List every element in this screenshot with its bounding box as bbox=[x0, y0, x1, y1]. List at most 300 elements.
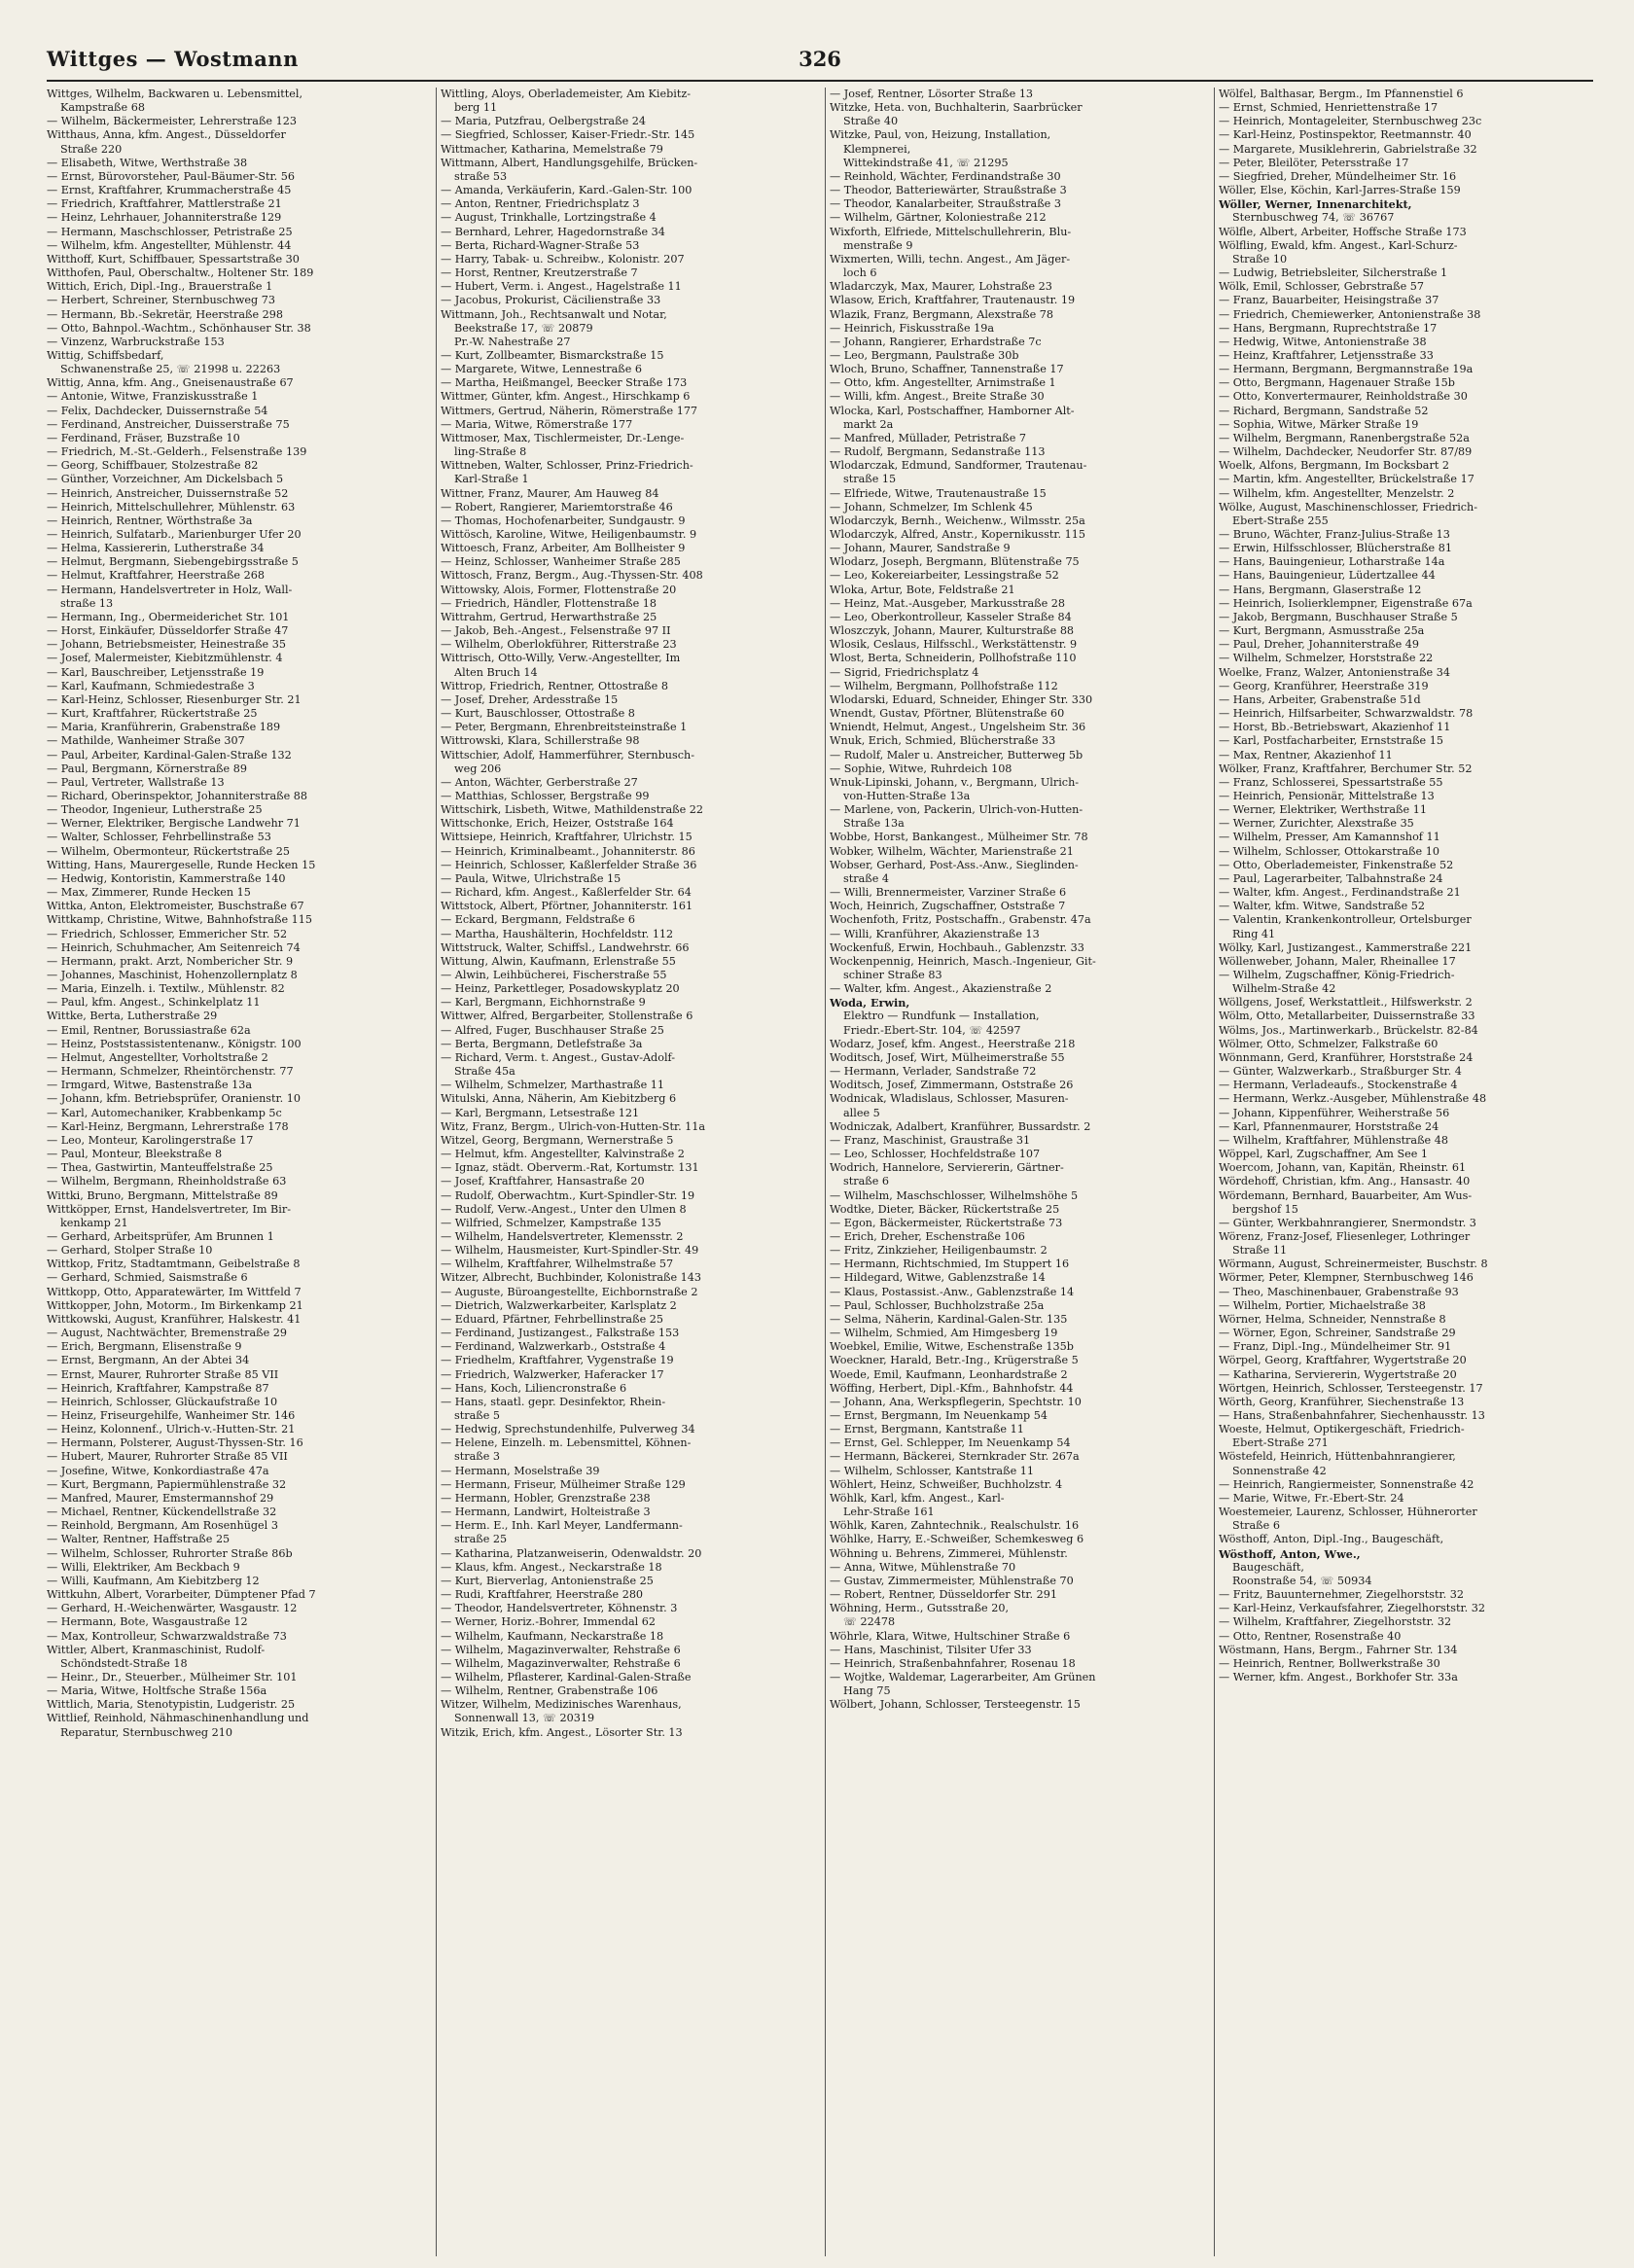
directory-entry: — Hermann, Schmelzer, Rheintörchenstr. 77 bbox=[47, 1065, 294, 1079]
directory-entry: Wittrop, Friedrich, Rentner, Ottostraße 8 bbox=[441, 679, 668, 692]
directory-entry: Wlocka, Karl, Postschaffner, Hamborner Alt- bbox=[830, 404, 1075, 417]
directory-entry: straße 5 bbox=[454, 1409, 501, 1422]
directory-entry: Wölm, Otto, Metallarbeiter, Duissernstraße 33 bbox=[1219, 1010, 1475, 1023]
directory-entry: Wörner, Helma, Schneider, Nennstraße 8 bbox=[1219, 1312, 1446, 1326]
directory-entry: Wöhlk, Karl, kfm. Angest., Karl- bbox=[830, 1491, 1005, 1505]
directory-entry: — Eckard, Bergmann, Feldstraße 6 bbox=[441, 913, 635, 927]
directory-entry: Wlazik, Franz, Bergmann, Alexstraße 78 bbox=[830, 307, 1053, 321]
directory-entry: — Helmut, kfm. Angestellter, Kalvinstraße 2 bbox=[441, 1148, 685, 1161]
directory-entry: — Ernst, Bergmann, An der Abtei 34 bbox=[47, 1354, 250, 1367]
directory-entry: — Willi, Elektriker, Am Beckbach 9 bbox=[47, 1560, 240, 1574]
directory-entry: — Paul, Schlosser, Buchholzstraße 25a bbox=[830, 1298, 1045, 1312]
directory-entry: — Amanda, Verkäuferin, Kard.-Galen-Str. 100 bbox=[441, 184, 693, 197]
directory-entry: — Hubert, Verm. i. Angest., Hagelstraße 11 bbox=[441, 280, 682, 294]
directory-entry: — Günter, Walzwerkarb., Straßburger Str. 4 bbox=[1219, 1065, 1462, 1079]
directory-entry: — Maria, Einzelh. i. Textilw., Mühlenstr. 82 bbox=[47, 982, 285, 996]
directory-entry: — Wilhelm, Bergmann, Ranenbergstraße 52a bbox=[1219, 431, 1470, 444]
directory-entry: — Hans, Maschinist, Tilsiter Ufer 33 bbox=[830, 1643, 1032, 1656]
directory-entry: Wöhlk, Karen, Zahntechnik., Realschulstr. 16 bbox=[830, 1519, 1080, 1533]
directory-entry: — Kurt, Bergmann, Asmusstraße 25a bbox=[1219, 624, 1425, 638]
directory-entry: — Otto, kfm. Angestellter, Arnimstraße 1 bbox=[830, 376, 1056, 390]
directory-entry: — Karl-Heinz, Verkaufsfahrer, Ziegelhorststr. 32 bbox=[1219, 1602, 1485, 1615]
directory-entry: — Wilhelm, Presser, Am Kamannshof 11 bbox=[1219, 831, 1440, 844]
directory-entry: — Franz, Dipl.-Ing., Mündelheimer Str. 91 bbox=[1219, 1340, 1452, 1354]
directory-entry: — Irmgard, Witwe, Bastenstraße 13a bbox=[47, 1079, 253, 1092]
directory-entry: — Hermann, Richtschmied, Im Stuppert 16 bbox=[830, 1258, 1070, 1271]
directory-entry: — Hedwig, Witwe, Antonienstraße 38 bbox=[1219, 335, 1427, 348]
directory-entry: Wittköpper, Ernst, Handelsvertreter, Im Bir- bbox=[47, 1202, 291, 1216]
directory-entry: — Heinz, Mat.-Ausgeber, Markusstraße 28 bbox=[830, 596, 1066, 610]
directory-entry: Wlodarczak, Edmund, Sandformer, Trautenau- bbox=[830, 459, 1087, 473]
directory-entry: — Helmut, Angestellter, Vorholtstraße 2 bbox=[47, 1050, 268, 1064]
directory-entry: Wochenfoth, Fritz, Postschaffn., Grabenstr. 47a bbox=[830, 913, 1091, 927]
directory-entry: — Gerhard, Schmied, Saismstraße 6 bbox=[47, 1271, 248, 1285]
directory-entry: allee 5 bbox=[843, 1106, 880, 1119]
directory-entry: Wodarz, Josef, kfm. Angest., Heerstraße 218 bbox=[830, 1037, 1076, 1050]
directory-entry: — Heinrich, Sulfatarb., Marienburger Ufer 20 bbox=[47, 528, 302, 541]
directory-entry: — Heinrich, Isolierklempner, Eigenstraße 67a bbox=[1219, 596, 1473, 610]
directory-entry: Witting, Hans, Maurergeselle, Runde Hecken 15 bbox=[47, 858, 316, 871]
directory-entry: — Helma, Kassiererin, Lutherstraße 34 bbox=[47, 542, 265, 555]
directory-entry: Wöstmann, Hans, Bergm., Fahrner Str. 134 bbox=[1219, 1643, 1458, 1656]
directory-entry: Wösthoff, Anton, Dipl.-Ing., Baugeschäft, bbox=[1219, 1533, 1444, 1546]
directory-entry: — Heinrich, Rangiermeister, Sonnenstraße 42 bbox=[1219, 1477, 1474, 1491]
directory-entry: — Heinz, Kolonnenf., Ulrich-v.-Hutten-Str. 21 bbox=[47, 1423, 296, 1436]
directory-entry: Wölbert, Johann, Schlosser, Tersteegenstr. 15 bbox=[830, 1698, 1081, 1712]
directory-entry: — Hermann, Handelsvertreter in Holz, Wall- bbox=[47, 583, 293, 596]
directory-entry: — Fritz, Zinkzieher, Heiligenbaumstr. 2 bbox=[830, 1244, 1048, 1258]
directory-entry: — Vinzenz, Warbruckstraße 153 bbox=[47, 335, 225, 348]
directory-entry: — Paul, Bergmann, Körnerstraße 89 bbox=[47, 762, 247, 775]
directory-entry: — Georg, Kranführer, Heerstraße 319 bbox=[1219, 679, 1429, 692]
directory-entry: — Paul, Vertreter, Wallstraße 13 bbox=[47, 775, 225, 789]
directory-entry: — Johann, Schmelzer, Im Schlenk 45 bbox=[830, 500, 1033, 514]
directory-entry: — Paul, kfm. Angest., Schinkelplatz 11 bbox=[47, 996, 261, 1010]
directory-entry: — Theodor, Kanalarbeiter, Straußstraße 3 bbox=[830, 197, 1061, 211]
directory-entry: — Siegfried, Dreher, Mündelheimer Str. 16 bbox=[1219, 169, 1457, 183]
directory-entry: — Ernst, Bergmann, Im Neuenkamp 54 bbox=[830, 1409, 1048, 1422]
directory-entry: Wittlich, Maria, Stenotypistin, Ludgeristr. 25 bbox=[47, 1698, 296, 1712]
directory-entry: — Jakob, Bergmann, Buschhauser Straße 5 bbox=[1219, 610, 1458, 623]
directory-entry: Wittösch, Karoline, Witwe, Heiligenbaumstr. 9 bbox=[441, 528, 697, 541]
directory-entry: Witz, Franz, Bergm., Ulrich-von-Hutten-Str. 11a bbox=[441, 1119, 706, 1133]
directory-entry: — Heinz, Friseurgehilfe, Wanheimer Str. 146 bbox=[47, 1409, 296, 1422]
directory-entry: Wöllenweber, Johann, Maler, Rheinallee 17 bbox=[1219, 954, 1456, 968]
directory-entry: Wittka, Anton, Elektromeister, Buschstraße 67 bbox=[47, 900, 304, 913]
directory-entry: — Heinrich, Mittelschullehrer, Mühlenstr. 63 bbox=[47, 500, 296, 514]
directory-entry: — Heinrich, Pensionär, Mittelstraße 13 bbox=[1219, 789, 1435, 802]
directory-entry: — Hermann, Polsterer, August-Thyssen-Str. 16 bbox=[47, 1436, 303, 1450]
directory-entry: — Ernst, Kraftfahrer, Krummacherstraße 45 bbox=[47, 184, 292, 197]
directory-entry: — Friedrich, Chemiewerker, Antonienstraße 38 bbox=[1219, 307, 1481, 321]
directory-entry: — Theodor, Handelsvertreter, Köhnenstr. 3 bbox=[441, 1602, 678, 1615]
directory-entry: Ebert-Straße 271 bbox=[1232, 1436, 1329, 1450]
directory-entry: — Katharina, Platzanweiserin, Odenwaldstr. 20 bbox=[441, 1546, 702, 1560]
directory-entry: Wittler, Albert, Kranmaschinist, Rudolf- bbox=[47, 1643, 266, 1656]
directory-entry: — Friedhelm, Kraftfahrer, Vygenstraße 19 bbox=[441, 1354, 674, 1367]
directory-entry: — Reinhold, Bergmann, Am Rosenhügel 3 bbox=[47, 1519, 278, 1533]
directory-entry: Wöstefeld, Heinrich, Hüttenbahnrangierer, bbox=[1219, 1450, 1456, 1464]
directory-entry: Wörpel, Georg, Kraftfahrer, Wygertstraße 20 bbox=[1219, 1354, 1467, 1367]
directory-entry: — Heinz, Poststassistentenanw., Königstr. 100 bbox=[47, 1037, 302, 1050]
directory-entry: — Leo, Oberkontrolleur, Kasseler Straße 84 bbox=[830, 610, 1072, 623]
directory-entry: Wlost, Berta, Schneiderin, Pollhofstraße 110 bbox=[830, 652, 1077, 665]
directory-entry: — Wilhelm, Schlosser, Kantstraße 11 bbox=[830, 1464, 1034, 1477]
directory-entry: — Wilhelm, Obermonteur, Rückertstraße 25 bbox=[47, 844, 291, 858]
directory-entry: — Hermann, Verladeaufs., Stockenstraße 4 bbox=[1219, 1079, 1458, 1092]
directory-entry: Wölfel, Balthasar, Bergm., Im Pfannenstiel 6 bbox=[1219, 88, 1464, 100]
directory-entry: — Karl, Bergmann, Eichhornstraße 9 bbox=[441, 996, 646, 1010]
directory-entry: Wörmann, August, Schreinermeister, Buschstr. 8 bbox=[1219, 1258, 1488, 1271]
directory-entry: Wöhrle, Klara, Witwe, Hultschiner Straße 6 bbox=[830, 1629, 1071, 1643]
directory-entry: Friedr.-Ebert-Str. 104, ☏ 42597 bbox=[843, 1023, 1021, 1037]
directory-entry: Woestemeier, Laurenz, Schlosser, Hühnerorter bbox=[1219, 1506, 1477, 1519]
directory-entry: Witulski, Anna, Näherin, Am Kiebitzberg 6 bbox=[441, 1092, 677, 1106]
directory-entry: — Fritz, Bauunternehmer, Ziegelhorststr. 32 bbox=[1219, 1588, 1464, 1602]
directory-entry: — Richard, Verm. t. Angest., Gustav-Adolf- bbox=[441, 1050, 676, 1064]
directory-entry: — Margarete, Witwe, Lennestraße 6 bbox=[441, 363, 643, 376]
directory-entry: — Johann, Betriebsmeister, Heinestraße 35 bbox=[47, 638, 286, 652]
directory-entry: Straße 45a bbox=[454, 1065, 515, 1079]
directory-entry: — Heinrich, Rentner, Bollwerkstraße 30 bbox=[1219, 1656, 1440, 1670]
directory-entry: Wöhning, Herm., Gutsstraße 20, bbox=[830, 1602, 1010, 1615]
directory-entry: — Heinrich, Montageleiter, Sternbuschweg 23c bbox=[1219, 115, 1482, 128]
directory-entry: — Siegfried, Schlosser, Kaiser-Friedr.-Str. 145 bbox=[441, 128, 695, 142]
directory-entry: Wölfle, Albert, Arbeiter, Hoffsche Straße 173 bbox=[1219, 225, 1467, 238]
directory-entry: — Peter, Bleilöter, Petersstraße 17 bbox=[1219, 156, 1409, 169]
directory-entry: — Kurt, Kraftfahrer, Rückertstraße 25 bbox=[47, 707, 258, 721]
directory-entry: — Johann, Ana, Werkspflegerin, Spechtstr. 10 bbox=[830, 1395, 1082, 1408]
directory-entry: — Josef, Dreher, Ardesstraße 15 bbox=[441, 692, 619, 706]
directory-entry: Sonnenstraße 42 bbox=[1232, 1464, 1327, 1477]
directory-entry: Wörenz, Franz-Josef, Fliesenleger, Lothringer bbox=[1219, 1229, 1471, 1243]
directory-entry: — Ernst, Maurer, Ruhrorter Straße 85 VII bbox=[47, 1367, 279, 1381]
directory-entry: Straße 10 bbox=[1232, 252, 1288, 266]
directory-entry: — Wilhelm, Bergmann, Rheinholdstraße 63 bbox=[47, 1175, 287, 1188]
directory-entry: — Johann, Rangierer, Erhardstraße 7c bbox=[830, 335, 1042, 348]
directory-entry: Wölms, Jos., Martinwerkarb., Brückelstr. 82-84 bbox=[1219, 1023, 1478, 1037]
directory-entry: menstraße 9 bbox=[843, 238, 913, 252]
directory-entry: Wittkowski, August, Kranführer, Halskestr. 41 bbox=[47, 1312, 302, 1326]
directory-entry: — Otto, Oberlademeister, Finkenstraße 52 bbox=[1219, 858, 1454, 871]
directory-entry: — Horst, Einkäufer, Düsseldorfer Straße 47 bbox=[47, 624, 289, 638]
directory-entry: — Willi, Kaufmann, Am Kiebitzberg 12 bbox=[47, 1574, 260, 1587]
directory-entry: — Hermann, Bäckerei, Sternkrader Str. 267a bbox=[830, 1450, 1080, 1464]
directory-entry: Woebkel, Emilie, Witwe, Eschenstraße 135b bbox=[830, 1340, 1074, 1354]
directory-entry: Hang 75 bbox=[843, 1684, 891, 1698]
directory-entry: Schöndstedt-Straße 18 bbox=[60, 1656, 188, 1670]
directory-entry: — Maria, Kranführerin, Grabenstraße 189 bbox=[47, 721, 281, 734]
directory-entry: — Hermann, Friseur, Mülheimer Straße 129 bbox=[441, 1477, 686, 1491]
directory-entry: Wörtgen, Heinrich, Schlosser, Tersteegenstr. 17 bbox=[1219, 1381, 1483, 1395]
directory-entry: Wittmers, Gertrud, Näherin, Römerstraße 177 bbox=[441, 404, 698, 417]
page-header bbox=[47, 41, 1593, 82]
directory-entry: Wittkopp, Otto, Apparatewärter, Im Wittfeld 7 bbox=[47, 1285, 302, 1298]
directory-entry: — Hermann, Landwirt, Holteistraße 3 bbox=[441, 1506, 651, 1519]
directory-entry: — Friedrich, M.-St.-Gelderh., Felsenstraße 139 bbox=[47, 445, 307, 459]
directory-entry: — Wilhelm, Zugschaffner, König-Friedrich- bbox=[1219, 969, 1455, 981]
directory-entry: Wodniczak, Adalbert, Kranführer, Bussardstr. 2 bbox=[830, 1119, 1091, 1133]
directory-entry: Wloch, Bruno, Schaffner, Tannenstraße 17 bbox=[830, 363, 1064, 376]
directory-entry: — Gerhard, Arbeitsprüfer, Am Brunnen 1 bbox=[47, 1229, 274, 1243]
directory-entry: Wöller, Else, Köchin, Karl-Jarres-Straße 159 bbox=[1219, 184, 1461, 197]
column-4 bbox=[1214, 88, 1595, 2256]
directory-entry: — Heinrich, Hilfsarbeiter, Schwarzwaldstr. 78 bbox=[1219, 707, 1474, 721]
directory-entry: Wodtke, Dieter, Bäcker, Rückertstraße 25 bbox=[830, 1202, 1060, 1216]
directory-entry: Straße 6 bbox=[1232, 1519, 1280, 1533]
directory-entry: markt 2a bbox=[843, 417, 894, 431]
directory-entry: Wittrowski, Klara, Schillerstraße 98 bbox=[441, 734, 640, 748]
directory-entry: — Felix, Dachdecker, Duissernstraße 54 bbox=[47, 404, 268, 417]
directory-entry: Witzik, Erich, kfm. Angest., Lösorter Str. 13 bbox=[441, 1725, 683, 1739]
directory-entry: — Wilfried, Schmelzer, Kampstraße 135 bbox=[441, 1216, 661, 1229]
directory-entry: — Katharina, Serviererin, Wygertstraße 20 bbox=[1219, 1367, 1457, 1381]
directory-entry: Wixmerten, Willi, techn. Angest., Am Jäger- bbox=[830, 252, 1071, 266]
directory-entry: Wöller, Werner, Innenarchitekt, bbox=[1219, 197, 1412, 212]
directory-entry: — Paula, Witwe, Ulrichstraße 15 bbox=[441, 871, 622, 885]
directory-entry: — Kurt, Bauschlosser, Ottostraße 8 bbox=[441, 707, 635, 721]
directory-entry: — Peter, Bergmann, Ehrenbreitsteinstraße 1 bbox=[441, 721, 688, 734]
directory-entry: — Hermann, Hobler, Grenzstraße 238 bbox=[441, 1491, 651, 1505]
directory-entry: — Paul, Arbeiter, Kardinal-Galen-Straße 132 bbox=[47, 748, 292, 762]
directory-entry: — Heinrich, Kriminalbeamt., Johanniterstr. 86 bbox=[441, 844, 695, 858]
directory-entry: — Marlene, von, Packerin, Ulrich-von-Hutten- bbox=[830, 803, 1083, 817]
directory-entry: — Klaus, Postassist.-Anw., Gablenzstraße 14 bbox=[830, 1285, 1075, 1298]
directory-entry: — Wilhelm, Oberlokführer, Ritterstraße 23 bbox=[441, 638, 677, 652]
directory-entry: — Karl, Kaufmann, Schmiedestraße 3 bbox=[47, 679, 255, 692]
directory-entry: — Hedwig, Kontoristin, Kammerstraße 140 bbox=[47, 871, 286, 885]
directory-entry: — Heinz, Kraftfahrer, Letjensstraße 33 bbox=[1219, 348, 1434, 362]
directory-entry: — Max, Kontrolleur, Schwarzwaldstraße 73 bbox=[47, 1629, 287, 1643]
directory-entry: schiner Straße 83 bbox=[843, 969, 942, 981]
directory-entry: — Wilhelm, kfm. Angestellter, Mühlenstr. 44 bbox=[47, 238, 292, 252]
directory-entry: — Hermann, Verlader, Sandstraße 72 bbox=[830, 1065, 1037, 1079]
directory-entry: — Hermann, Moselstraße 39 bbox=[441, 1464, 600, 1477]
directory-entry: Wittstruck, Walter, Schiffsl., Landwehrstr. 66 bbox=[441, 940, 690, 954]
directory-entry: — Martin, kfm. Angestellter, Brückelstraße 17 bbox=[1219, 473, 1474, 486]
directory-entry: — Wilhelm, Kraftfahrer, Mühlenstraße 48 bbox=[1219, 1133, 1448, 1147]
directory-entry: straße 6 bbox=[843, 1175, 890, 1188]
directory-entry: straße 25 bbox=[454, 1533, 508, 1546]
directory-entry: — Manfred, Maurer, Emstermannshof 29 bbox=[47, 1491, 274, 1505]
directory-entry: Ebert-Straße 255 bbox=[1232, 514, 1329, 527]
directory-entry: — Hermann, Bb.-Sekretär, Heerstraße 298 bbox=[47, 307, 284, 321]
directory-entry: — Hans, staatl. gepr. Desinfektor, Rhein- bbox=[441, 1395, 666, 1408]
directory-entry: — August, Nachtwächter, Bremenstraße 29 bbox=[47, 1327, 287, 1340]
directory-entry: — Bruno, Wächter, Franz-Julius-Straße 13 bbox=[1219, 528, 1450, 541]
directory-entry: Pr.-W. Nahestraße 27 bbox=[454, 335, 571, 348]
directory-entry: — Karl, Pfannenmaurer, Horststraße 24 bbox=[1219, 1119, 1439, 1133]
directory-entry: Wöhlke, Harry, E.-Schweißer, Schemkesweg 6 bbox=[830, 1533, 1084, 1546]
directory-entry: — Wilhelm, Bäckermeister, Lehrerstraße 123 bbox=[47, 115, 297, 128]
directory-entry: Wlodarczyk, Bernh., Weichenw., Wilmsstr. 25a bbox=[830, 514, 1085, 527]
directory-entry: — Wilhelm, Maschschlosser, Wilhelmshöhe 5 bbox=[830, 1188, 1079, 1202]
directory-entry: Straße 220 bbox=[60, 142, 123, 156]
directory-entry: — Theodor, Ingenieur, Lutherstraße 25 bbox=[47, 803, 263, 817]
directory-entry: Wönnmann, Gerd, Kranführer, Horststraße 24 bbox=[1219, 1050, 1474, 1064]
directory-entry: — Friedrich, Händler, Flottenstraße 18 bbox=[441, 596, 657, 610]
directory-entry: Schwanenstraße 25, ☏ 21998 u. 22263 bbox=[60, 363, 281, 376]
directory-entry: Wittsiepe, Heinrich, Kraftfahrer, Ulrichstr. 15 bbox=[441, 831, 693, 844]
directory-entry: Baugeschäft, bbox=[1232, 1560, 1304, 1574]
directory-entry: — Martha, Haushälterin, Hochfeldstr. 112 bbox=[441, 927, 674, 940]
directory-entry: — Hermann, Bote, Wasgaustraße 12 bbox=[47, 1615, 248, 1629]
directory-entry: — Heinrich, Fiskusstraße 19a bbox=[830, 321, 995, 335]
directory-entry: Wittosch, Franz, Bergm., Aug.-Thyssen-Str. 408 bbox=[441, 569, 703, 583]
directory-entry: Wilhelm-Straße 42 bbox=[1232, 982, 1336, 996]
directory-entry: Wladarczyk, Max, Maurer, Lohstraße 23 bbox=[830, 280, 1052, 294]
directory-entry: Wodrich, Hannelore, Serviererin, Gärtner- bbox=[830, 1161, 1064, 1175]
directory-entry: ling-Straße 8 bbox=[454, 445, 527, 459]
directory-entry: Wölmer, Otto, Schmelzer, Falkstraße 60 bbox=[1219, 1037, 1439, 1050]
directory-entry: Elektro — Rundfunk — Installation, bbox=[843, 1010, 1040, 1023]
directory-entry: — Otto, Rentner, Rosenstraße 40 bbox=[1219, 1629, 1402, 1643]
directory-entry: — Gustav, Zimmermeister, Mühlenstraße 70 bbox=[830, 1574, 1074, 1587]
directory-entry: Wittowsky, Alois, Former, Flottenstraße 20 bbox=[441, 583, 677, 596]
directory-entry: — Hubert, Maurer, Ruhrorter Straße 85 VII bbox=[47, 1450, 288, 1464]
directory-entry: weg 206 bbox=[454, 762, 502, 775]
directory-entry: Woeckner, Harald, Betr.-Ing., Krügerstraße 5 bbox=[830, 1354, 1079, 1367]
directory-entry: — Rudi, Kraftfahrer, Heerstraße 280 bbox=[441, 1588, 644, 1602]
directory-entry: — Kurt, Bierverlag, Antonienstraße 25 bbox=[441, 1574, 654, 1587]
directory-entry: — Günther, Vorzeichner, Am Dickelsbach 5 bbox=[47, 473, 284, 486]
directory-entry: — Johann, Maurer, Sandstraße 9 bbox=[830, 542, 1011, 555]
directory-entry: Wittig, Schiffsbedarf, bbox=[47, 348, 164, 362]
directory-entry: Wörth, Georg, Kranführer, Siechenstraße 13 bbox=[1219, 1395, 1465, 1408]
directory-entry: Wodnicak, Wladislaus, Schlosser, Masuren- bbox=[830, 1092, 1069, 1106]
directory-entry: Wlosik, Ceslaus, Hilfsschl., Werkstättenstr. 9 bbox=[830, 638, 1078, 652]
directory-entry: — Marie, Witwe, Fr.-Ebert-Str. 24 bbox=[1219, 1491, 1404, 1505]
directory-entry: — Wilhelm, Schmied, Am Himgesberg 19 bbox=[830, 1327, 1058, 1340]
directory-entry: — Erwin, Hilfsschlosser, Blücherstraße 81 bbox=[1219, 542, 1452, 555]
directory-entry: Ring 41 bbox=[1232, 927, 1276, 940]
directory-entry: — Gerhard, H.-Weichenwärter, Wasgaustr. 12 bbox=[47, 1602, 298, 1615]
directory-entry: — August, Trinkhalle, Lortzingstraße 4 bbox=[441, 211, 657, 225]
directory-entry: — Selma, Näherin, Kardinal-Galen-Str. 135 bbox=[830, 1312, 1068, 1326]
directory-entry: Lehr-Straße 161 bbox=[843, 1506, 935, 1519]
directory-entry: Wittwer, Alfred, Bergarbeiter, Stollenstraße 6 bbox=[441, 1010, 693, 1023]
directory-entry: Klempnerei, bbox=[843, 142, 911, 156]
directory-entry: — Hans, Bauingenieur, Lotharstraße 14a bbox=[1219, 555, 1445, 569]
directory-entry: Sternbuschweg 74, ☏ 36767 bbox=[1232, 211, 1395, 225]
directory-entry: Woditsch, Josef, Zimmermann, Oststraße 26 bbox=[830, 1079, 1074, 1092]
directory-entry: — Werner, kfm. Angest., Borkhofer Str. 33a bbox=[1219, 1670, 1458, 1683]
directory-entry: Woeste, Helmut, Optikergeschäft, Friedrich- bbox=[1219, 1423, 1465, 1436]
directory-entry: — Gerhard, Stolper Straße 10 bbox=[47, 1244, 213, 1258]
directory-entry: Wittmoser, Max, Tischlermeister, Dr.-Lenge- bbox=[441, 431, 685, 444]
directory-entry: Wittich, Erich, Dipl.-Ing., Brauerstraße 1 bbox=[47, 280, 273, 294]
directory-entry: — Josef, Rentner, Lösorter Straße 13 bbox=[830, 88, 1034, 100]
directory-entry: — Johann, Kippenführer, Weiherstraße 56 bbox=[1219, 1106, 1450, 1119]
directory-entry: Woercom, Johann, van, Kapitän, Rheinstr. 61 bbox=[1219, 1161, 1467, 1175]
directory-entry: Karl-Straße 1 bbox=[454, 473, 529, 486]
directory-entry: Wobker, Wilhelm, Wächter, Marienstraße 21 bbox=[830, 844, 1074, 858]
directory-entry: — Wilhelm, Bergmann, Pollhofstraße 112 bbox=[830, 679, 1058, 692]
directory-entry: — Hans, Straßenbahnfahrer, Siechenhausstr. 13 bbox=[1219, 1409, 1485, 1422]
directory-entry: — Theodor, Batteriewärter, Straußstraße 3 bbox=[830, 184, 1067, 197]
directory-entry: — Wojtke, Waldemar, Lagerarbeiter, Am Grünen bbox=[830, 1670, 1096, 1683]
directory-entry: Wittschirk, Lisbeth, Witwe, Mathildenstraße 22 bbox=[441, 803, 704, 817]
directory-entry: — Wilhelm, Pflasterer, Kardinal-Galen-Straße bbox=[441, 1670, 692, 1683]
directory-entry: — Heinz, Schlosser, Wanheimer Straße 285 bbox=[441, 555, 681, 569]
directory-entry: — Helmut, Bergmann, Siebengebirgsstraße 5 bbox=[47, 555, 299, 569]
directory-entry: — Auguste, Büroangestellte, Eichbornstraße 2 bbox=[441, 1285, 698, 1298]
directory-entry: — Franz, Maschinist, Graustraße 31 bbox=[830, 1133, 1031, 1147]
directory-entry: — Karl, Postfacharbeiter, Ernststraße 15 bbox=[1219, 734, 1443, 748]
directory-entry: straße 13 bbox=[60, 596, 114, 610]
directory-entry: Wittoesch, Franz, Arbeiter, Am Bollheister 9 bbox=[441, 542, 686, 555]
directory-entry: Wixforth, Elfriede, Mittelschullehrerin, Blu- bbox=[830, 225, 1072, 238]
directory-entry: — Helmut, Kraftfahrer, Heerstraße 268 bbox=[47, 569, 265, 583]
directory-entry: — Maria, Putzfrau, Oelbergstraße 24 bbox=[441, 115, 646, 128]
directory-entry: — Hans, Arbeiter, Grabenstraße 51d bbox=[1219, 692, 1421, 706]
directory-entry: — Martha, Heißmangel, Beecker Straße 173 bbox=[441, 376, 688, 390]
directory-entry: — Klaus, kfm. Angest., Neckarstraße 18 bbox=[441, 1560, 662, 1574]
directory-entry: — Rudolf, Bergmann, Sedanstraße 113 bbox=[830, 445, 1046, 459]
directory-entry: — Walter, Schlosser, Fehrbellinstraße 53 bbox=[47, 831, 271, 844]
directory-entry: — Heinrich, Schuhmacher, Am Seitenreich 74 bbox=[47, 940, 301, 954]
directory-entry: — Hedwig, Sprechstundenhilfe, Pulverweg 34 bbox=[441, 1423, 695, 1436]
directory-entry: — Wilhelm, kfm. Angestellter, Menzelstr. 2 bbox=[1219, 486, 1455, 500]
directory-entry: — Paul, Lagerarbeiter, Talbahnstraße 24 bbox=[1219, 871, 1443, 885]
directory-entry: — Robert, Rangierer, Mariemtorstraße 46 bbox=[441, 500, 673, 514]
directory-entry: Wöppel, Karl, Zugschaffner, Am See 1 bbox=[1219, 1148, 1429, 1161]
directory-entry: Alten Bruch 14 bbox=[454, 665, 538, 679]
directory-entry: — Karl-Heinz, Bergmann, Lehrerstraße 178 bbox=[47, 1119, 289, 1133]
directory-entry: — Hans, Bergmann, Glaserstraße 12 bbox=[1219, 583, 1422, 596]
directory-entry: Witzke, Heta. von, Buchhalterin, Saarbrücker bbox=[830, 101, 1083, 115]
directory-entry: — Heinrich, Rentner, Wörthstraße 3a bbox=[47, 514, 253, 527]
directory-entry: Wölke, August, Maschinenschlosser, Friedrich- bbox=[1219, 500, 1478, 514]
directory-entry: — Anton, Rentner, Friedrichsplatz 3 bbox=[441, 197, 640, 211]
directory-entry: — Anton, Wächter, Gerberstraße 27 bbox=[441, 775, 638, 789]
directory-entry: — Josefine, Witwe, Konkordiastraße 47a bbox=[47, 1464, 269, 1477]
directory-entry: — Theo, Maschinenbauer, Grabenstraße 93 bbox=[1219, 1285, 1459, 1298]
directory-entry: Wittrahm, Gertrud, Herwarthstraße 25 bbox=[441, 610, 657, 623]
directory-entry: Wittkopper, John, Motorm., Im Birkenkamp 21 bbox=[47, 1298, 303, 1312]
column-2 bbox=[436, 88, 817, 2256]
directory-entry: Wölfling, Ewald, kfm. Angest., Karl-Schurz- bbox=[1219, 238, 1458, 252]
directory-entry: Wöhning u. Behrens, Zimmerei, Mühlenstr. bbox=[830, 1546, 1068, 1560]
directory-entry: Wölker, Franz, Kraftfahrer, Berchumer Str. 52 bbox=[1219, 762, 1473, 775]
directory-entry: — Herm. E., Inh. Karl Meyer, Landfermann- bbox=[441, 1519, 683, 1533]
directory-entry: — Hans, Bergmann, Ruprechtstraße 17 bbox=[1219, 321, 1438, 335]
directory-entry: — Hildegard, Witwe, Gablenzstraße 14 bbox=[830, 1271, 1046, 1285]
page-number: 326 bbox=[799, 47, 841, 71]
directory-entry: — Ernst, Schmied, Henriettenstraße 17 bbox=[1219, 101, 1439, 115]
directory-entry: von-Hutten-Straße 13a bbox=[843, 789, 971, 802]
directory-entry: Witzer, Albrecht, Buchbinder, Kolonistraße 143 bbox=[441, 1271, 701, 1285]
directory-entry: — Thea, Gastwirtin, Manteuffelstraße 25 bbox=[47, 1161, 273, 1175]
directory-entry: — Max, Rentner, Akazienhof 11 bbox=[1219, 748, 1393, 762]
directory-entry: — Richard, kfm. Angest., Kaßlerfelder Str. 64 bbox=[441, 886, 692, 900]
directory-entry: — Karl, Bauschreiber, Letjensstraße 19 bbox=[47, 665, 265, 679]
directory-entry: Wittmacher, Katharina, Memelstraße 79 bbox=[441, 142, 663, 156]
directory-entry: Wöllgens, Josef, Werkstattleit., Hilfswerkstr. 2 bbox=[1219, 996, 1473, 1010]
directory-entry: — Eduard, Pfärtner, Fehrbellinstraße 25 bbox=[441, 1312, 663, 1326]
directory-entry: Wlasow, Erich, Kraftfahrer, Trautenaustr. 19 bbox=[830, 294, 1076, 307]
directory-entry: Roonstraße 54, ☏ 50934 bbox=[1232, 1574, 1372, 1587]
directory-entry: Wittmann, Joh., Rechtsanwalt und Notar, bbox=[441, 307, 667, 321]
directory-entry: — Paul, Dreher, Johanniterstraße 49 bbox=[1219, 638, 1420, 652]
directory-entry: Wittschier, Adolf, Hammerführer, Sternbusch- bbox=[441, 748, 694, 762]
directory-entry: — Werner, Elektriker, Werthstraße 11 bbox=[1219, 803, 1427, 817]
directory-entry: Witthoff, Kurt, Schiffbauer, Spessartstraße 30 bbox=[47, 252, 300, 266]
directory-entry: Wittke, Berta, Lutherstraße 29 bbox=[47, 1010, 218, 1023]
directory-entry: — Helene, Einzelh. m. Lebensmittel, Köhnen- bbox=[441, 1436, 692, 1450]
directory-entry: — Max, Zimmerer, Runde Hecken 15 bbox=[47, 886, 251, 900]
directory-entry: — Ferdinand, Walzwerkarb., Oststraße 4 bbox=[441, 1340, 666, 1354]
